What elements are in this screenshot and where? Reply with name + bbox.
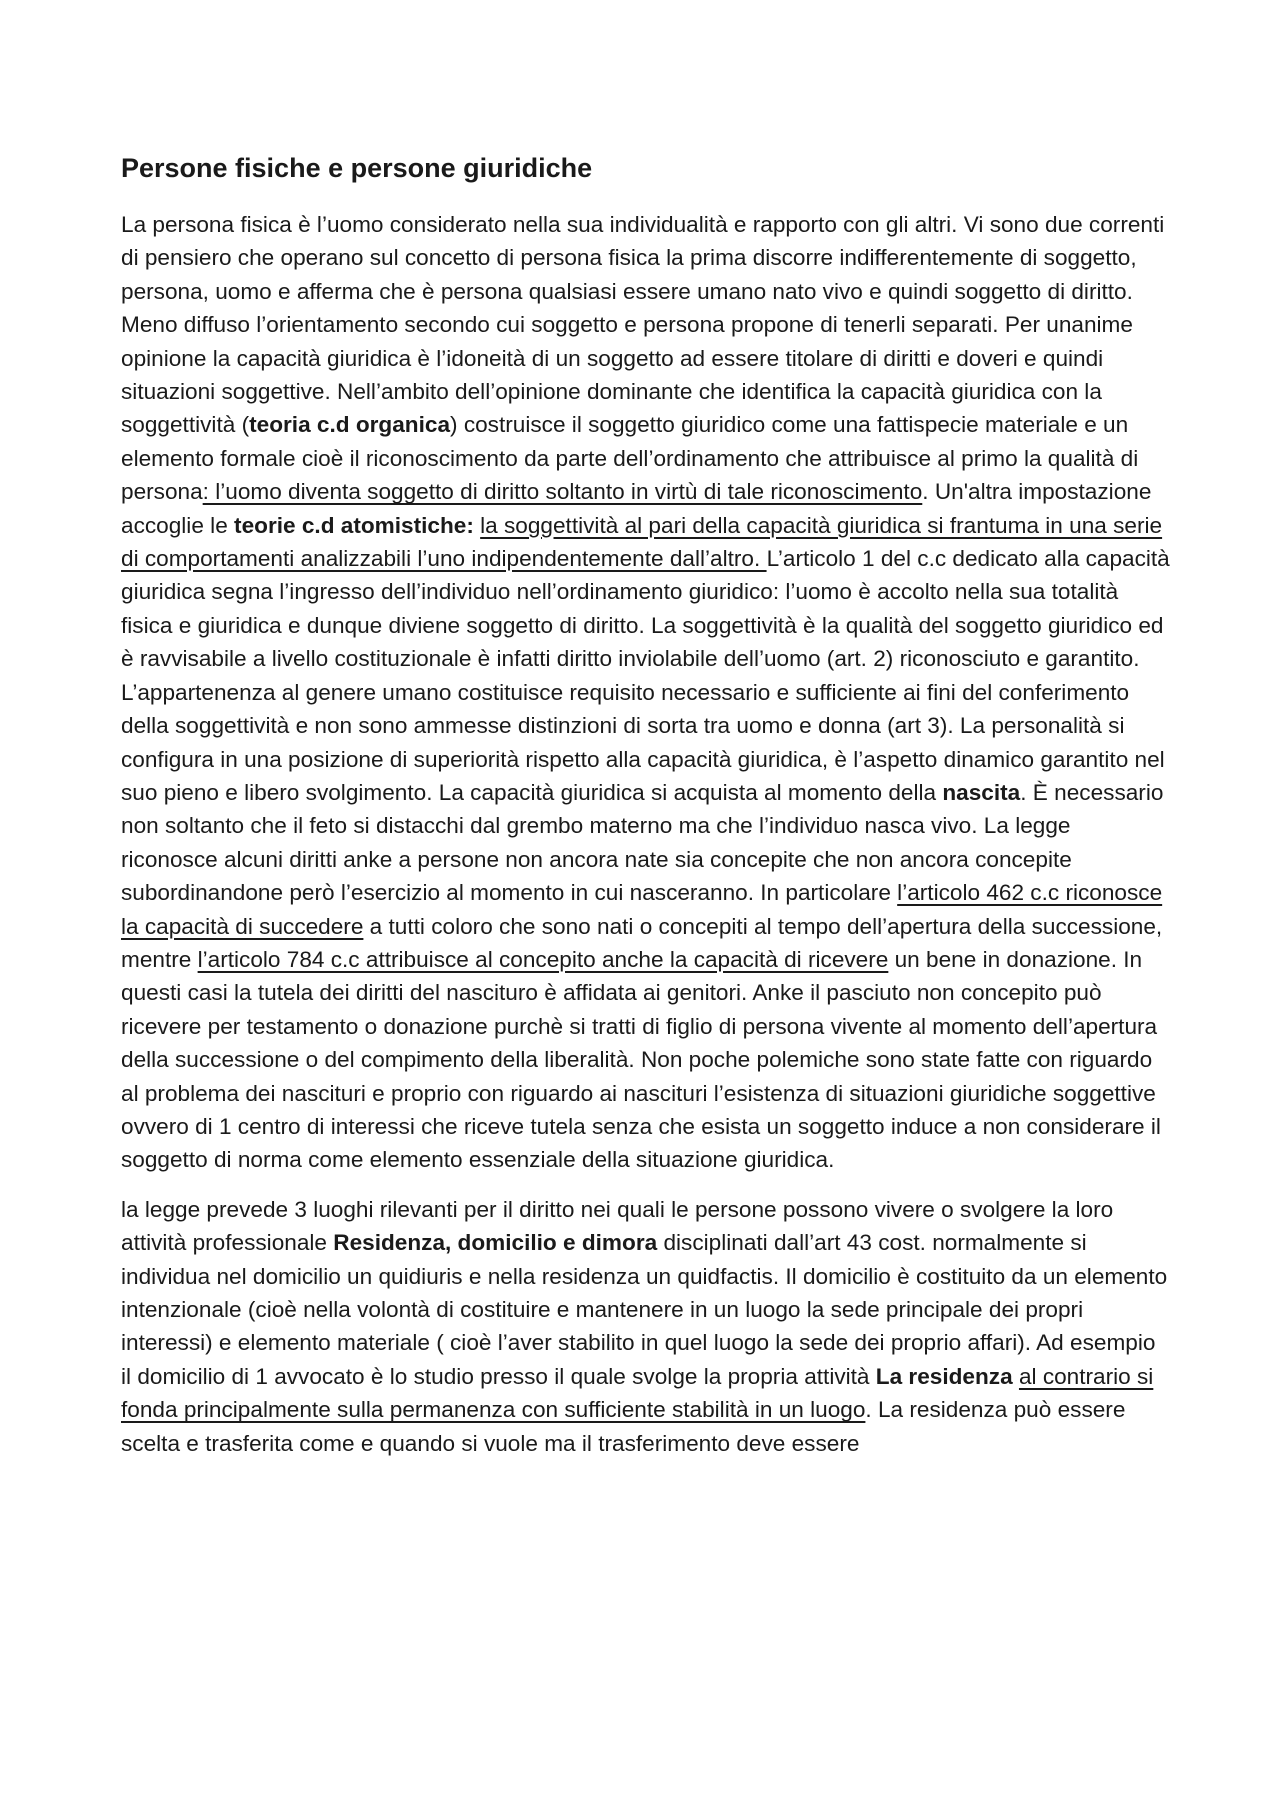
paragraph-persona-fisica bbox=[121, 208, 1171, 1177]
text-run: la legge prevede 3 luoghi rilevanti per il diritto nei quali le persone possono vivere o svolgere la loro attività professionale bbox=[121, 1196, 1114, 1256]
underlined-passage: l’articolo 784 c.c attribuisce al concepito anche la capacità di ricevere bbox=[197, 946, 889, 972]
text-run: . Un'altra impostazione accoglie le bbox=[121, 479, 1152, 538]
text-run: . La residenza può essere scelta e trasferita come e quando si vuole ma il trasferimento deve essere bbox=[121, 1397, 1126, 1456]
text-run: a tutti coloro che sono nati o concepiti al tempo dell’apertura della successione, mentre bbox=[121, 913, 1163, 972]
text-run: L’articolo 1 del c.c dedicato alla capacità giuridica segna l’ingresso dell’individuo nell’ordinamento giuridico: l’uomo è accolto nella sua totalità fisica e giuridica e dunque diviene soggetto di diritto. La soggettività è la qualità del soggetto giuridico ed è ravvisabile a livello costituzionale è infatti diritto inviolabile dell’uomo (art. 2) riconosciuto e garantito. L’appartenenza al genere umano costituisce requisito necessario e sufficiente ai fini del conferimento della soggettività e non sono ammesse distinzioni di sorta tra uomo e donna (art 3). La personalità si configura in una posizione di superiorità rispetto alla capacità giuridica, è l’aspetto dinamico garantito nel suo pieno e libero svolgimento. La capacità giuridica si acquista al momento della bbox=[121, 546, 1170, 805]
paragraph-residenza-domicilio bbox=[121, 1193, 1171, 1460]
text-run: ) costruisce il soggetto giuridico come una fattispecie materiale e un elemento formale cioè il riconoscimento da parte dell’ordinamento che attribuisce al primo la qualità di persona bbox=[121, 412, 1139, 505]
bold-term: La residenza bbox=[875, 1363, 1013, 1389]
underlined-passage: la soggettività al pari della capacità giuridica si frantuma in una serie di comportamenti analizzabili l’uno indipendentemente dall’altro. bbox=[121, 512, 1163, 572]
text-run: La persona fisica è l’uomo considerato nella sua individualità e rapporto con gli altri. Vi sono due correnti di pensiero che operano sul concetto di persona fisica la prima discorre indifferentemente di soggetto, persona, uomo e afferma che è persona qualsiasi essere umano nato vivo e quindi soggetto di diritto. Meno diffuso l’orientamento secondo cui soggetto e persona propone di tenerli separati. Per unanime opinione la capacità giuridica è l’idoneità di un soggetto ad essere titolare di diritti e doveri e quindi situazioni soggettive. Nell’ambito dell’opinione dominante che identifica la capacità giuridica con la soggettività ( bbox=[121, 212, 1165, 438]
underlined-passage: al contrario si fonda principalmente sulla permanenza con sufficiente stabilità in un luogo bbox=[121, 1363, 1154, 1423]
document-title: Persone fisiche e persone giuridiche bbox=[121, 153, 593, 183]
bold-term: nascita bbox=[942, 779, 1021, 805]
underlined-passage: : l’uomo diventa soggetto di diritto soltanto in virtù di tale riconoscimento bbox=[202, 479, 923, 505]
text-run: . È necessario non soltanto che il feto si distacchi dal grembo materno ma che l’individuo nasca vivo. La legge riconosce alcuni diritti anke a persone non ancora nate sia concepite che non ancora concepite subordinandone però l’esercizio al momento in cui nasceranno. In particolare bbox=[121, 779, 1164, 906]
text-run: disciplinati dall’art 43 cost. normalmente si individua nel domicilio un quidiuris e nella residenza un quidfactis. Il domicilio è costituito da un elemento intenzionale (cioè nella volontà di costituire e mantenere in un luogo la sede principale dei propri interessi) e elemento materiale ( cioè l’aver stabilito in quel luogo la sede dei proprio affari). Ad esempio il domicilio di 1 avvocato è lo studio presso il quale svolge la propria attività bbox=[121, 1230, 1168, 1389]
document-page bbox=[121, 148, 1171, 1476]
underlined-passage: l’articolo 462 c.c riconosce la capacità di succedere bbox=[121, 880, 1163, 939]
bold-term: teorie c.d atomistiche: bbox=[234, 512, 474, 538]
text-run: un bene in donazione. In questi casi la tutela dei diritti del nascituro è affidata ai genitori. Anke il pasciuto non concepito può ricevere per testamento o donazione purchè si tratti di figlio di persona vivente al momento dell’apertura della successione o del compimento della liberalità. Non poche polemiche sono state fatte con riguardo al problema dei nascituri e proprio con riguardo ai nascituri l’esistenza di situazioni giuridiche soggettive ovvero di 1 centro di interessi che riceve tutela senza che esista un soggetto induce a non considerare il soggetto di norma come elemento essenziale della situazione giuridica. bbox=[121, 946, 1161, 1173]
bold-term: Residenza, domicilio e dimora bbox=[333, 1230, 658, 1256]
bold-term: teoria c.d organica bbox=[249, 412, 451, 438]
